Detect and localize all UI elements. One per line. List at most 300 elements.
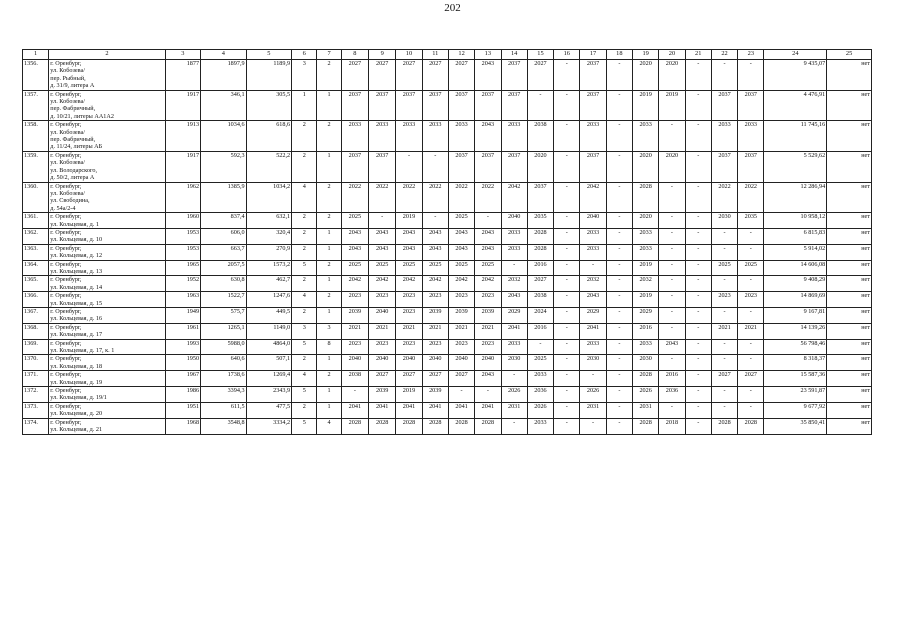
cell-col-17: - [580, 260, 606, 276]
row-number: 1374. [23, 418, 49, 434]
address-cell [49, 355, 165, 371]
address-line: г. Оренбург, [50, 90, 82, 98]
cell-col-19: 2019 [633, 90, 659, 121]
cell-col-12: 2022 [448, 182, 474, 213]
cell-col-12: 2041 [448, 402, 474, 418]
cell-col-25: нет [827, 244, 872, 260]
column-header-10: 10 [396, 50, 422, 60]
table-row [23, 151, 872, 182]
cell-col-14: 2043 [501, 292, 527, 308]
cell-col-17: 2040 [580, 213, 606, 229]
cell-col-13: 2037 [475, 90, 501, 121]
cell-col-23: 2027 [738, 371, 764, 387]
address-cell [49, 213, 165, 229]
cell-col-16: - [554, 276, 580, 292]
table-row [23, 228, 872, 244]
cell-col-7: 1 [317, 387, 341, 403]
address-line: г. Оренбург, [50, 339, 82, 347]
cell-col-5: 320,4 [246, 228, 292, 244]
column-header-16: 16 [554, 50, 580, 60]
cell-col-6: 5 [292, 418, 317, 434]
cell-col-13: 2023 [475, 292, 501, 308]
cell-col-5: 618,6 [246, 121, 292, 152]
cell-col-18: - [606, 339, 632, 355]
cell-col-22: 2033 [711, 121, 737, 152]
cell-col-22: - [711, 308, 737, 324]
cell-col-6: 4 [292, 182, 317, 213]
address-line: г. Оренбург, [50, 151, 82, 159]
cell-col-21: - [685, 418, 711, 434]
table-row [23, 276, 872, 292]
cell-col-19: 2028 [633, 371, 659, 387]
cell-col-15: 2024 [527, 308, 553, 324]
cell-col-10: 2037 [396, 90, 422, 121]
cell-col-15: 2027 [527, 60, 553, 91]
table-row [23, 402, 872, 418]
cell-col-19: 2031 [633, 402, 659, 418]
cell-col-12: 2025 [448, 213, 474, 229]
address-cell [49, 323, 165, 339]
address-line: г. Оренбург, [50, 292, 82, 300]
cell-col-10: 2040 [396, 355, 422, 371]
row-number: 1357. [23, 90, 49, 121]
cell-col-8: 2040 [341, 355, 368, 371]
address-line: ул. Кольцевая, д. 20 [50, 410, 103, 418]
cell-col-17: 2033 [580, 339, 606, 355]
cell-col-25: нет [827, 90, 872, 121]
address-line: г. Оренбург, [50, 276, 82, 284]
row-number: 1373. [23, 402, 49, 418]
cell-col-20: - [659, 355, 685, 371]
cell-col-10: 2025 [396, 260, 422, 276]
cell-col-20: - [659, 292, 685, 308]
cell-col-4: 592,3 [201, 151, 247, 182]
cell-col-4: 1738,6 [201, 371, 247, 387]
cell-col-7: 2 [317, 371, 341, 387]
cell-col-3: 1917 [165, 90, 200, 121]
address-cell [49, 371, 165, 387]
cell-col-9: 2033 [369, 121, 396, 152]
address-line: ул. Володарского, [50, 166, 97, 174]
cell-col-13: 2043 [475, 244, 501, 260]
cell-col-22: 2021 [711, 323, 737, 339]
cell-col-8: 2023 [341, 339, 368, 355]
cell-col-8: 2043 [341, 228, 368, 244]
cell-col-18: - [606, 260, 632, 276]
cell-col-23: - [738, 228, 764, 244]
cell-col-4: 3394,3 [201, 387, 247, 403]
cell-col-15: 2038 [527, 121, 553, 152]
table-row [23, 308, 872, 324]
cell-col-9: 2021 [369, 323, 396, 339]
address-cell [49, 244, 165, 260]
cell-col-10: 2019 [396, 213, 422, 229]
cell-col-12: 2042 [448, 276, 474, 292]
cell-col-22: - [711, 339, 737, 355]
cell-col-11: 2040 [422, 355, 448, 371]
cell-col-15: 2033 [527, 371, 553, 387]
cell-col-7: 1 [317, 402, 341, 418]
cell-col-9: 2040 [369, 308, 396, 324]
cell-col-23: - [738, 276, 764, 292]
cell-col-12: 2027 [448, 60, 474, 91]
cell-col-12: 2021 [448, 323, 474, 339]
cell-col-24: 14 869,69 [764, 292, 827, 308]
cell-col-15: 2028 [527, 244, 553, 260]
address-line: г. Оренбург, [50, 213, 82, 221]
address-line: ул. Кольцевая, д. 19 [50, 378, 103, 386]
cell-col-16: - [554, 121, 580, 152]
cell-col-8: 2037 [341, 151, 368, 182]
cell-col-8: 2025 [341, 260, 368, 276]
cell-col-20: - [659, 402, 685, 418]
cell-col-21: - [685, 339, 711, 355]
cell-col-11: 2021 [422, 323, 448, 339]
cell-col-10: 2041 [396, 402, 422, 418]
cell-col-14: 2033 [501, 339, 527, 355]
cell-col-8: - [341, 387, 368, 403]
column-header-8: 8 [341, 50, 368, 60]
cell-col-17: 2033 [580, 121, 606, 152]
cell-col-14: 2037 [501, 90, 527, 121]
address-cell [49, 60, 165, 91]
cell-col-9: 2023 [369, 292, 396, 308]
row-number: 1366. [23, 292, 49, 308]
cell-col-24: 6 815,83 [764, 228, 827, 244]
cell-col-25: нет [827, 213, 872, 229]
cell-col-17: 2037 [580, 90, 606, 121]
cell-col-7: 1 [317, 228, 341, 244]
cell-col-5: 462,7 [246, 276, 292, 292]
cell-col-8: 2042 [341, 276, 368, 292]
cell-col-13: 2025 [475, 260, 501, 276]
cell-col-5: 270,9 [246, 244, 292, 260]
cell-col-4: 1897,9 [201, 60, 247, 91]
cell-col-9: 2027 [369, 60, 396, 91]
cell-col-17: - [580, 371, 606, 387]
cell-col-8: 2023 [341, 292, 368, 308]
row-number: 1359. [23, 151, 49, 182]
address-line: г. Оренбург, [50, 308, 82, 315]
address-line: ул. Кольцевая, д. 10 [50, 236, 103, 244]
cell-col-21: - [685, 260, 711, 276]
cell-col-20: 2020 [659, 60, 685, 91]
row-number: 1368. [23, 323, 49, 339]
cell-col-13: 2023 [475, 339, 501, 355]
cell-col-11: - [422, 213, 448, 229]
table-row [23, 387, 872, 403]
cell-col-24: 56 798,46 [764, 339, 827, 355]
cell-col-24: 9 677,92 [764, 402, 827, 418]
cell-col-19: 2028 [633, 182, 659, 213]
column-header-12: 12 [448, 50, 474, 60]
cell-col-19: 2016 [633, 323, 659, 339]
cell-col-23: 2033 [738, 121, 764, 152]
cell-col-21: - [685, 151, 711, 182]
address-line: д. 10/21, литеры АА1А2 [50, 112, 114, 120]
cell-col-23: 2037 [738, 90, 764, 121]
cell-col-14: - [501, 418, 527, 434]
cell-col-20: - [659, 323, 685, 339]
cell-col-6: 5 [292, 339, 317, 355]
address-line: ул. Кольцевая, д. 19/1 [50, 394, 107, 402]
cell-col-18: - [606, 387, 632, 403]
address-line: пер. Фабричный, [50, 136, 96, 144]
cell-col-4: 640,6 [201, 355, 247, 371]
cell-col-9: 2043 [369, 244, 396, 260]
cell-col-18: - [606, 292, 632, 308]
cell-col-15: 2020 [527, 151, 553, 182]
cell-col-3: 1950 [165, 355, 200, 371]
address-line: г. Оренбург, [50, 355, 82, 363]
cell-col-15: 2016 [527, 323, 553, 339]
cell-col-4: 3548,8 [201, 418, 247, 434]
address-line: д. 31/9, литера А [50, 82, 95, 90]
cell-col-6: 4 [292, 292, 317, 308]
cell-col-23: 2035 [738, 213, 764, 229]
address-line: ул. Кольцевая, д. 1 [50, 220, 99, 228]
cell-col-5: 1247,6 [246, 292, 292, 308]
cell-col-14: 2037 [501, 151, 527, 182]
cell-col-21: - [685, 276, 711, 292]
cell-col-11: 2043 [422, 244, 448, 260]
address-line: г. Оренбург, [50, 121, 82, 129]
cell-col-16: - [554, 418, 580, 434]
cell-col-19: 2020 [633, 213, 659, 229]
cell-col-6: 1 [292, 90, 317, 121]
cell-col-3: 1965 [165, 260, 200, 276]
column-header-5: 5 [246, 50, 292, 60]
cell-col-22: 2028 [711, 418, 737, 434]
cell-col-17: - [580, 418, 606, 434]
address-line: ул. Свободина, [50, 197, 90, 205]
cell-col-4: 1522,7 [201, 292, 247, 308]
cell-col-19: 2028 [633, 418, 659, 434]
cell-col-20: 2020 [659, 151, 685, 182]
cell-col-21: - [685, 323, 711, 339]
cell-col-4: 611,5 [201, 402, 247, 418]
cell-col-16: - [554, 260, 580, 276]
row-number: 1369. [23, 339, 49, 355]
cell-col-4: 1034,6 [201, 121, 247, 152]
cell-col-5: 3334,2 [246, 418, 292, 434]
cell-col-20: - [659, 182, 685, 213]
cell-col-4: 1385,9 [201, 182, 247, 213]
cell-col-6: 3 [292, 323, 317, 339]
cell-col-7: 2 [317, 60, 341, 91]
cell-col-22: 2037 [711, 151, 737, 182]
cell-col-10: 2019 [396, 387, 422, 403]
cell-col-21: - [685, 371, 711, 387]
cell-col-18: - [606, 355, 632, 371]
cell-col-9: 2028 [369, 418, 396, 434]
cell-col-9: 2023 [369, 339, 396, 355]
row-number: 1358. [23, 121, 49, 152]
cell-col-18: - [606, 276, 632, 292]
cell-col-8: 2037 [341, 90, 368, 121]
cell-col-21: - [685, 228, 711, 244]
cell-col-19: 2020 [633, 151, 659, 182]
cell-col-22: - [711, 276, 737, 292]
cell-col-9: 2027 [369, 371, 396, 387]
cell-col-17: 2041 [580, 323, 606, 339]
cell-col-22: 2025 [711, 260, 737, 276]
cell-col-16: - [554, 213, 580, 229]
address-line: ул. Кольцевая, д. 17, к. 1 [50, 347, 115, 355]
cell-col-18: - [606, 121, 632, 152]
cell-col-14: 2030 [501, 355, 527, 371]
cell-col-3: 1962 [165, 182, 200, 213]
cell-col-6: 2 [292, 276, 317, 292]
cell-col-4: 630,8 [201, 276, 247, 292]
cell-col-14: - [501, 371, 527, 387]
cell-col-19: 2033 [633, 228, 659, 244]
cell-col-20: - [659, 276, 685, 292]
row-number: 1362. [23, 228, 49, 244]
table-row [23, 90, 872, 121]
column-header-19: 19 [633, 50, 659, 60]
cell-col-8: 2021 [341, 323, 368, 339]
cell-col-15: 2033 [527, 418, 553, 434]
cell-col-6: 2 [292, 228, 317, 244]
cell-col-5: 632,1 [246, 213, 292, 229]
cell-col-3: 1952 [165, 276, 200, 292]
cell-col-19: 2033 [633, 121, 659, 152]
cell-col-25: нет [827, 276, 872, 292]
cell-col-11: 2039 [422, 387, 448, 403]
cell-col-12: 2028 [448, 418, 474, 434]
cell-col-15: 2035 [527, 213, 553, 229]
cell-col-24: 23 591,87 [764, 387, 827, 403]
cell-col-5: 477,5 [246, 402, 292, 418]
cell-col-11: 2027 [422, 60, 448, 91]
table-row [23, 418, 872, 434]
cell-col-23: - [738, 244, 764, 260]
cell-col-11: 2022 [422, 182, 448, 213]
cell-col-22: 2037 [711, 90, 737, 121]
address-cell [49, 308, 165, 324]
cell-col-16: - [554, 60, 580, 91]
cell-col-11: 2028 [422, 418, 448, 434]
cell-col-5: 305,5 [246, 90, 292, 121]
cell-col-10: 2027 [396, 60, 422, 91]
cell-col-21: - [685, 402, 711, 418]
cell-col-16: - [554, 182, 580, 213]
cell-col-10: 2021 [396, 323, 422, 339]
cell-col-24: 4 476,91 [764, 90, 827, 121]
column-header-2: 2 [49, 50, 165, 60]
cell-col-21: - [685, 292, 711, 308]
cell-col-3: 1951 [165, 402, 200, 418]
cell-col-20: 2016 [659, 371, 685, 387]
cell-col-22: - [711, 228, 737, 244]
address-line: г. Оренбург, [50, 323, 82, 331]
address-cell [49, 402, 165, 418]
cell-col-14: 2033 [501, 228, 527, 244]
cell-col-21: - [685, 308, 711, 324]
cell-col-13: 2043 [475, 371, 501, 387]
address-line: ул. Кольцевая, д. 16 [50, 315, 103, 323]
column-header-4: 4 [201, 50, 247, 60]
table-row [23, 260, 872, 276]
cell-col-7: 1 [317, 90, 341, 121]
cell-col-13: 2041 [475, 402, 501, 418]
cell-col-7: 2 [317, 260, 341, 276]
cell-col-13: 2039 [475, 308, 501, 324]
table-row [23, 323, 872, 339]
cell-col-10: 2027 [396, 371, 422, 387]
table-row [23, 213, 872, 229]
cell-col-11: 2037 [422, 90, 448, 121]
address-line: г. Оренбург, [50, 182, 82, 190]
cell-col-18: - [606, 228, 632, 244]
cell-col-6: 2 [292, 213, 317, 229]
cell-col-15: 2016 [527, 260, 553, 276]
address-line: ул. Кольцевая, д. 17 [50, 331, 103, 339]
cell-col-8: 2039 [341, 308, 368, 324]
address-line: ул. Кольцевая, д. 21 [50, 426, 103, 434]
cell-col-3: 1917 [165, 151, 200, 182]
cell-col-17: 2042 [580, 182, 606, 213]
cell-col-6: 3 [292, 60, 317, 91]
cell-col-20: - [659, 213, 685, 229]
cell-col-19: 2020 [633, 60, 659, 91]
cell-col-13: 2043 [475, 228, 501, 244]
address-line: пер. Рыбный, [50, 74, 86, 82]
cell-col-5: 507,1 [246, 355, 292, 371]
cell-col-16: - [554, 292, 580, 308]
cell-col-20: 2043 [659, 339, 685, 355]
cell-col-20: - [659, 260, 685, 276]
cell-col-9: 2043 [369, 228, 396, 244]
cell-col-6: 2 [292, 151, 317, 182]
address-line: ул. Кобозева/ [50, 189, 85, 197]
cell-col-14: 2029 [501, 308, 527, 324]
address-cell [49, 276, 165, 292]
cell-col-12: 2039 [448, 308, 474, 324]
address-cell [49, 387, 165, 403]
cell-col-17: 2033 [580, 228, 606, 244]
cell-col-6: 2 [292, 308, 317, 324]
cell-col-20: 2018 [659, 418, 685, 434]
cell-col-3: 1967 [165, 371, 200, 387]
cell-col-25: нет [827, 323, 872, 339]
cell-col-7: 2 [317, 213, 341, 229]
cell-col-13: 2040 [475, 355, 501, 371]
table-row [23, 292, 872, 308]
table-row [23, 121, 872, 152]
cell-col-6: 5 [292, 260, 317, 276]
cell-col-24: 9 167,81 [764, 308, 827, 324]
cell-col-24: 35 850,41 [764, 418, 827, 434]
cell-col-24: 5 529,62 [764, 151, 827, 182]
cell-col-9: 2022 [369, 182, 396, 213]
cell-col-22: - [711, 402, 737, 418]
cell-col-16: - [554, 90, 580, 121]
column-header-20: 20 [659, 50, 685, 60]
cell-col-3: 1953 [165, 228, 200, 244]
cell-col-8: 2043 [341, 244, 368, 260]
cell-col-23: - [738, 60, 764, 91]
cell-col-10: 2023 [396, 308, 422, 324]
cell-col-17: 2030 [580, 355, 606, 371]
cell-col-25: нет [827, 121, 872, 152]
cell-col-9: 2037 [369, 151, 396, 182]
cell-col-15: - [527, 339, 553, 355]
cell-col-25: нет [827, 60, 872, 91]
column-header-3: 3 [165, 50, 200, 60]
cell-col-10: 2043 [396, 244, 422, 260]
